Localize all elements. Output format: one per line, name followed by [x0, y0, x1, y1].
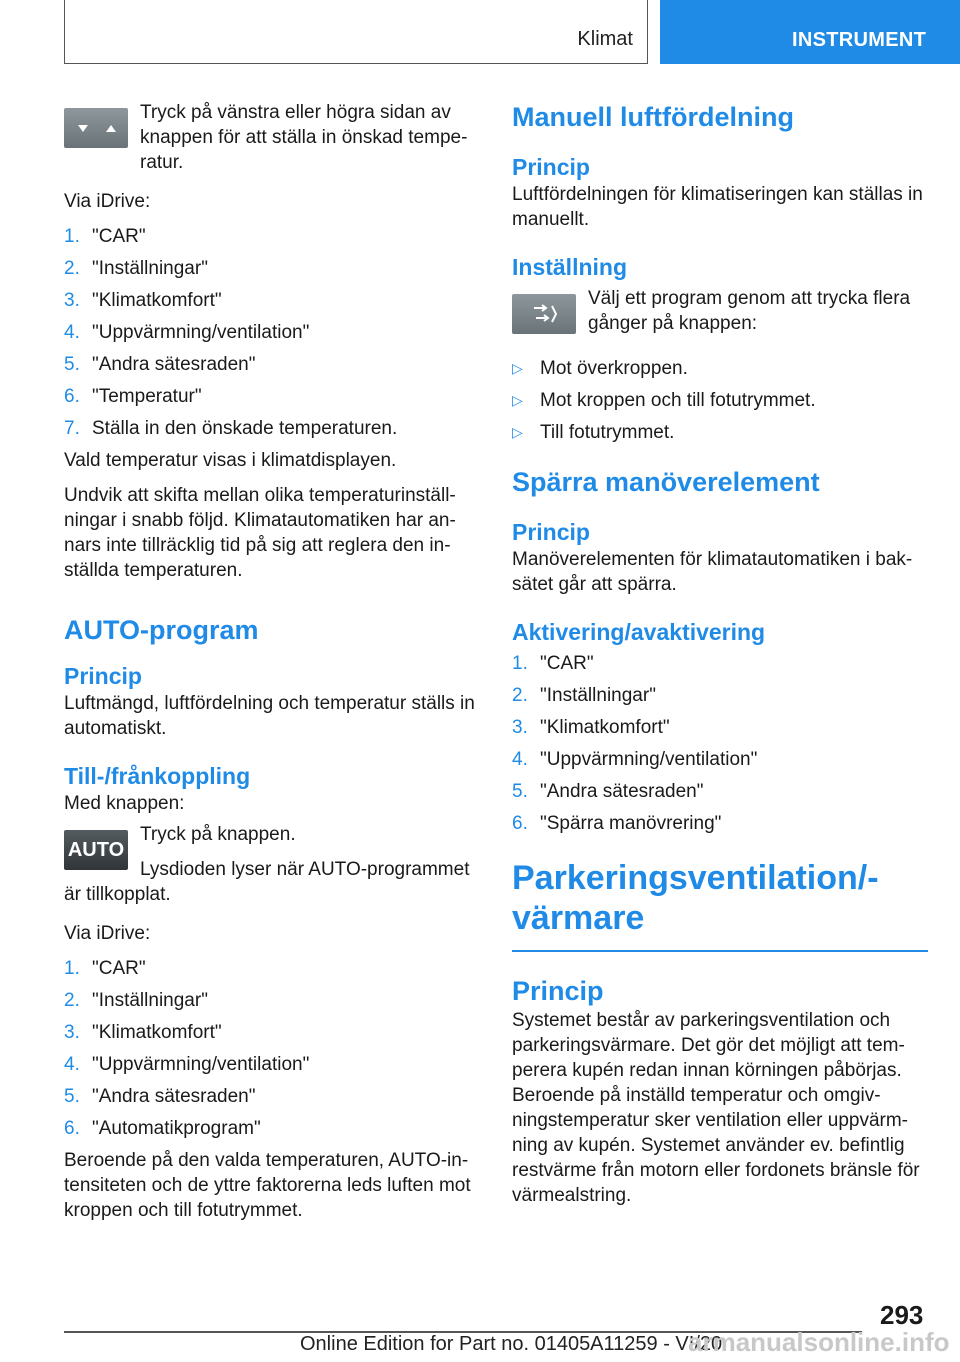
footer-watermark: armanualsonline.info: [688, 1327, 950, 1357]
list-item: ▷ Mot kroppen och till fotutrymmet.: [512, 390, 816, 411]
heading-auto-program: AUTO-program: [64, 615, 259, 645]
air-distribution-paragraph: [512, 286, 928, 336]
paragraph-princip: Luftmängd, luftfördelning och temperatur ställs in automatiskt.: [64, 693, 475, 739]
air-distribution-options: [512, 346, 928, 445]
list-item: 4. "Uppvärmning/ventilation": [512, 749, 758, 770]
list-item: 4. "Uppvärmning/ventilation": [64, 322, 310, 343]
paragraph-tryck: Tryck på knappen.: [140, 824, 296, 845]
heading-aktivering: Aktivering/avaktivering: [512, 619, 766, 645]
paragraph-vald: Vald temperatur visas i klimatdisplayen.: [64, 450, 397, 471]
list-item: ▷ Mot överkroppen.: [512, 358, 688, 379]
list-item: ▷ Till fotutrymmet.: [512, 422, 675, 443]
heading-sparra-manoverelement: Spärra manöverelement: [512, 467, 820, 497]
bullet-arrow-icon: ▷: [512, 424, 523, 440]
bullet-arrow-icon: ▷: [512, 360, 523, 376]
list-item: 3. "Klimatkomfort": [512, 717, 670, 738]
heading-princip: Princip: [512, 154, 590, 180]
list-item: 6. "Automatikprogram": [64, 1118, 261, 1139]
idrive-steps-list: [512, 651, 928, 836]
list-item: 2. "Inställningar": [512, 685, 656, 706]
bullet-arrow-icon: ▷: [512, 392, 523, 408]
section-divider: [512, 950, 928, 952]
via-idrive-label: Via iDrive:: [64, 191, 151, 212]
list-item: 7. Ställa in den önskade temperaturen.: [64, 418, 398, 439]
list-item: 3. "Klimatkomfort": [64, 290, 222, 311]
paragraph-valj: Välj ett program genom att trycka flera gånger på knappen:: [588, 288, 911, 334]
header-section-label: Klimat: [577, 28, 633, 50]
paragraph-undvik: Undvik att skifta mellan olika temperaturinställ‐ningar i snabb följd. Klimatautomatiken har an‐nars inte tillräcklig tid på sig att reglera den in‐ställda temperaturen.: [64, 485, 456, 581]
list-item: 6. "Temperatur": [64, 386, 202, 407]
list-item: 5. "Andra sätesraden": [64, 1086, 256, 1107]
heading-princip: Princip: [512, 976, 604, 1006]
list-item: 5. "Andra sätesraden": [64, 354, 256, 375]
idrive-steps-list: [64, 224, 478, 441]
intro-paragraph: [64, 100, 478, 175]
header-section-box: [64, 0, 648, 64]
list-item: 1. "CAR": [64, 958, 146, 979]
intro-text: Tryck på vänstra eller högra sidan av knappen för att ställa in önskad tempe‐ratur.: [140, 102, 468, 173]
paragraph-beroende: Beroende på den valda temperaturen, AUTO-in‐tensiteten och de yttre faktorerna leds luften mot kroppen och till fotutrymmet.: [64, 1150, 471, 1221]
paragraph-lysdioden: Lysdioden lyser när AUTO-programmet är tillkopplat.: [64, 859, 470, 905]
heading-princip: Princip: [64, 663, 142, 689]
page-number: 293: [880, 1300, 924, 1330]
list-item: 1. "CAR": [64, 226, 146, 247]
header-chapter-label: INSTRUMENT: [792, 29, 927, 51]
list-item: 1. "CAR": [512, 653, 594, 674]
paragraph-med-knappen: Med knappen:: [64, 793, 185, 814]
right-column: [512, 100, 928, 1208]
air-distribution-icon: [512, 294, 576, 334]
left-column: [64, 100, 478, 1223]
paragraph-systemet: Systemet består av parkeringsventilation och parkeringsvärmare. Det gör det möjligt att tem‐perera kupén redan innan körningen påbörjas. Beroende på inställd temperatur och omgiv‐ningstemperatur sker ventilation eller uppvärm‐ning av kupén. Systemet använder ev. befintlig restvärme från motorn eller fordonets bränsle för värmealstring.: [512, 1010, 920, 1206]
temperature-arrows-icon: [64, 108, 128, 148]
heading-till-frankoppling: Till-/frånkoppling: [64, 763, 251, 789]
via-idrive-label: Via iDrive:: [64, 923, 151, 944]
paragraph-princip: Manöverelementen för klimatautomatiken i bak‐sätet går att spärra.: [512, 549, 913, 595]
idrive-steps-list: [64, 956, 478, 1141]
list-item: 4. "Uppvärmning/ventilation": [64, 1054, 310, 1075]
auto-button-icon: AUTO: [64, 830, 128, 870]
header-chapter-box: [660, 0, 960, 64]
heading-manuell-luftfordelning: Manuell luftfördelning: [512, 102, 794, 132]
auto-button-paragraph: [64, 822, 478, 907]
list-item: 5. "Andra sätesraden": [512, 781, 704, 802]
list-item: 6. "Spärra manövrering": [512, 813, 722, 834]
heading-princip: Princip: [512, 519, 590, 545]
heading-installning: Inställning: [512, 254, 627, 280]
list-item: 2. "Inställningar": [64, 258, 208, 279]
paragraph-princip: Luftfördelningen för klimatiseringen kan ställas in manuellt.: [512, 184, 923, 230]
list-item: 2. "Inställningar": [64, 990, 208, 1011]
heading-parkeringsventilation: Parkeringsventilation/- värmare: [512, 859, 879, 937]
footer-edition: Online Edition for Part no. 01405A11259 - VI/20: [300, 1333, 723, 1355]
list-item: 3. "Klimatkomfort": [64, 1022, 222, 1043]
